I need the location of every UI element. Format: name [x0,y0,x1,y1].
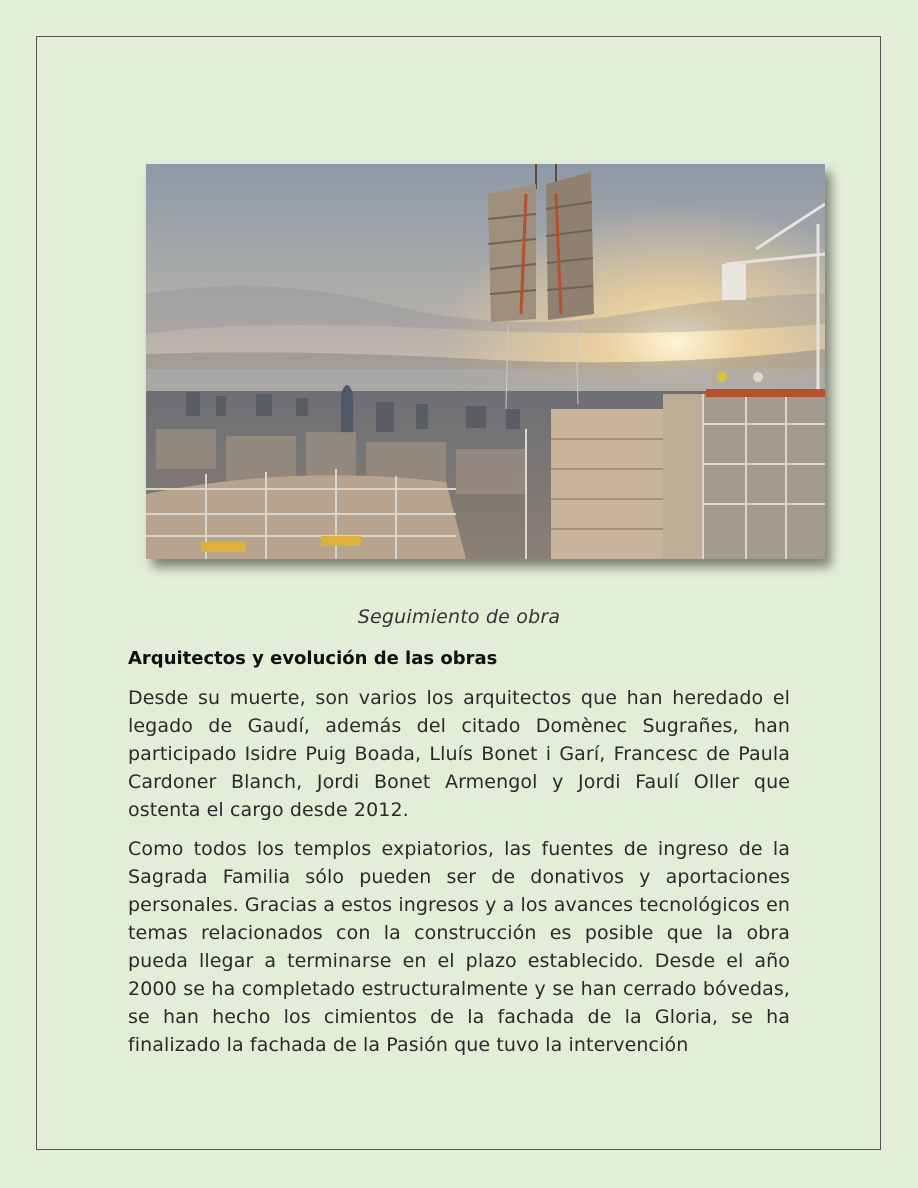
paragraph-funding: Como todos los templos expiatorios, las fuentes de ingreso de la Sagrada Familia sólo pueden ser de donativos y aportaciones personales. Gracias a estos ingresos y a los avances tecnológicos en temas relacionados con la construcción es posible que la obra pueda llegar a terminarse en el plazo establecido. Desde el año 2000 se ha completado estructuralmente y se han cerrado bóvedas, se han hecho los cimientos de la fachada de la Gloria, se ha finalizado la fachada de la Pasión que tuvo la intervención [128,838,790,1056]
section-heading: Arquitectos y evolución de las obras [128,648,498,669]
paragraph-architects: Desde su muerte, son varios los arquitectos que han heredado el legado de Gaudí, además del citado Domènec Sugrañes, han participado Isidre Puig Boada, Lluís Bonet i Garí, Francesc de Paula Cardoner Blanch, Jordi Bonet Armengol y Jordi Faulí Oller que ostenta el cargo desde 2012. [128,687,790,821]
figure-caption: Seguimiento de obra [357,606,561,628]
construction-photo [146,164,825,559]
